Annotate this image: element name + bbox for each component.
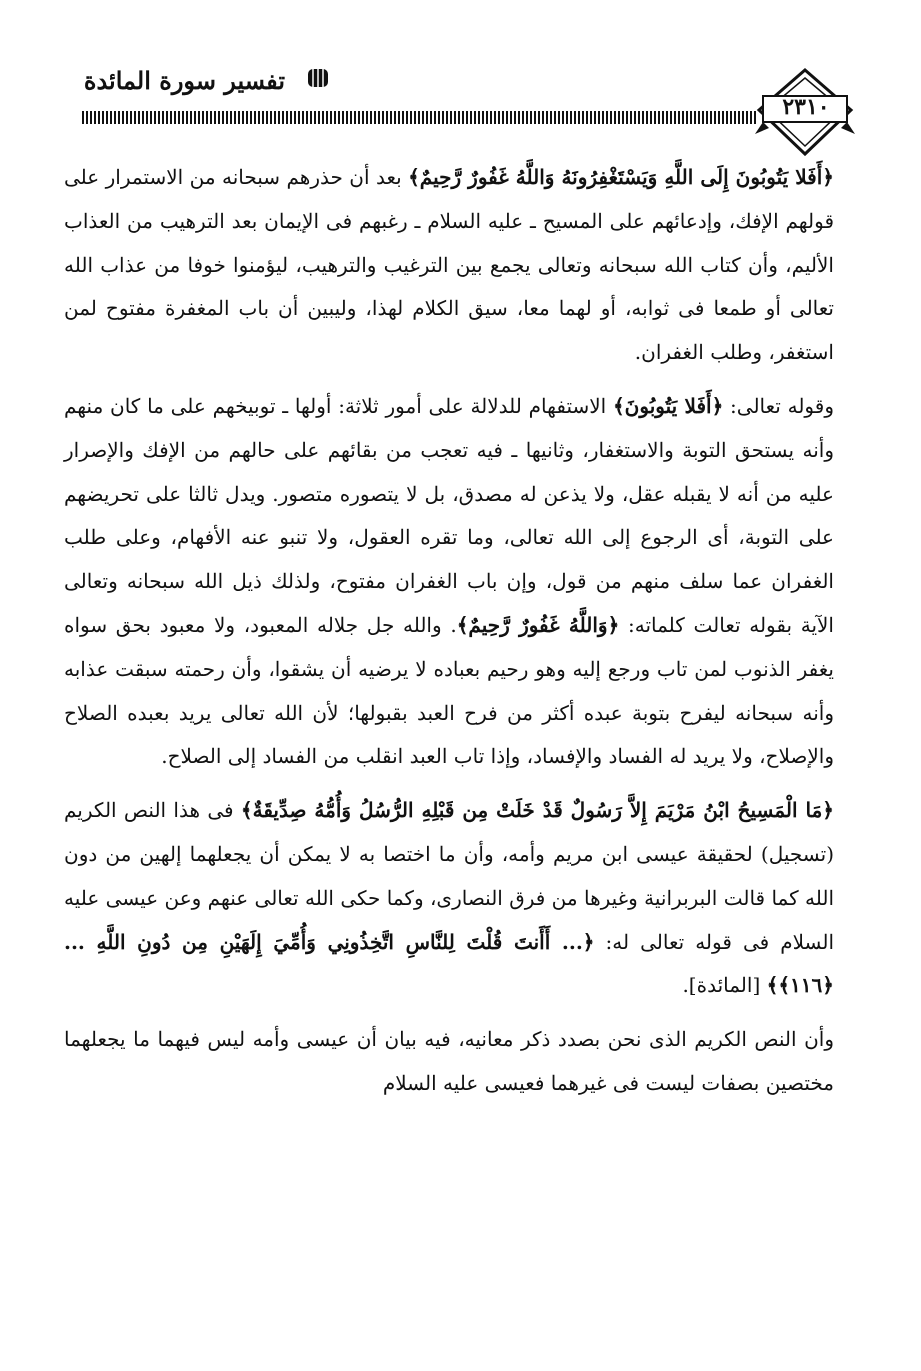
quran-verse: ﴿مَا الْمَسِيحُ ابْنُ مَرْيَمَ إِلاَّ رَسُولٌ قَدْ خَلَتْ مِن قَبْلِهِ الرُّسُلُ وَأُمُّهُ صِدِّيقَةٌ﴾ <box>240 798 834 823</box>
paragraph-text: فى هذا النص الكريم (تسجيل) لحقيقة عيسى ابن مريم وأمه، وأن ما اختصا به لا يمكن أن يجعلهما إلهين من دون الله كما قالت البربرانية وغيرها من فرق النصارى، وكما حكى الله تعالى عنهم وعن عيسى عليه السلام فى قوله تعالى له: <box>64 798 835 954</box>
paragraph-text: بعد أن حذرهم سبحانه من الاستمرار على قولهم الإفك، وإدعائهم على المسيح ـ عليه السلام ـ رغبهم فى الإيمان بعد الترهيب من العذاب الأليم، وأن كتاب الله سبحانه وتعالى يجمع بين الترغيب والترهيب، ليؤمنوا خوفا من عذاب الله تعالى أو طمعا فى ثوابه، أو لهما معا، سيق الكلام لهذا، وليبين أن باب المغفرة مفتوح لمن استغفر، وطلب الغفران. <box>64 165 834 365</box>
paragraph <box>64 789 834 1008</box>
paragraph <box>64 1018 834 1106</box>
running-header-title: تفسير سورة المائدة <box>83 66 285 95</box>
paragraph <box>64 385 834 779</box>
paragraph-text: [المائدة]. <box>682 973 767 998</box>
quran-verse: ﴿... أَأَنتَ قُلْتَ لِلنَّاسِ اتَّخِذُونِي وَأُمِّيَ إِلَهَيْنِ مِن دُونِ اللَّهِ ... ﴿١١٦﴾﴾ <box>64 929 834 998</box>
header-rule <box>82 111 758 124</box>
paragraph-text: وقوله تعالى: <box>723 393 834 418</box>
paragraph-text: الاستفهام للدلالة على أمور ثلاثة: أولها ـ توبيخهم على ما كان منهم وأنه يستحق التوبة والاستغفار، وثانيها ـ فيه تعجب من بقائهم على حالهم من الإفك والإصرار عليه من أنه لا يقبله عقل، ولا يذعن له مصدق، بل لا يتصوره متصور. ويدل ثالثا على تحريضهم على التوبة، أى الرجوع إلى الله تعالى، وما تقره العقول، ولا تنبو عنه الأفهام، وعلى طلب الغفران عما سلف منهم من قول، وإن باب الغفران مفتوح، ولذلك ذيل الله سبحانه وتعالى الآية بقوله تعالت كلماته: <box>64 393 834 637</box>
quran-verse: ﴿أَفَلا يَتُوبُونَ﴾ <box>612 393 724 418</box>
page-number: ٢٣١٠ <box>782 94 830 120</box>
paragraph <box>64 156 834 375</box>
quran-verse: ﴿وَاللَّهُ غَفُورٌ رَّحِيمٌ﴾ <box>456 612 620 637</box>
quran-verse: ﴿أَفَلا يَتُوبُونَ إِلَى اللَّهِ وَيَسْتَغْفِرُونَهُ وَاللَّهُ غَفُورٌ رَّحِيمٌ﴾ <box>408 165 834 189</box>
paragraph-text: وأن النص الكريم الذى نحن بصدد ذكر معانيه، فيه بيان أن عيسى وأمه ليس فيهما ما يجعلهما مختصين بصفات ليست فى غيرهما فعيسى عليه السلام <box>64 1027 834 1095</box>
paragraph-text: . والله جل جلاله المعبود، ولا معبود بحق سواه يغفر الذنوب لمن تاب ورجع إليه وهو رحيم بعباده لا يرضيه أن يشقوا، وأن رحمته سبقت عذابه وأنه سبحانه ليفرح بتوبة عبده أكثر من فرح العبد بقبولها؛ لأن الله تعالى يريد بعبده الصلاح والإصلاح، ولا يريد له الفساد والإفساد، وإذا تاب العبد انقلب من الفساد إلى الصلاح. <box>64 612 834 769</box>
body-text <box>64 156 834 1106</box>
ornament-icon <box>306 66 330 90</box>
